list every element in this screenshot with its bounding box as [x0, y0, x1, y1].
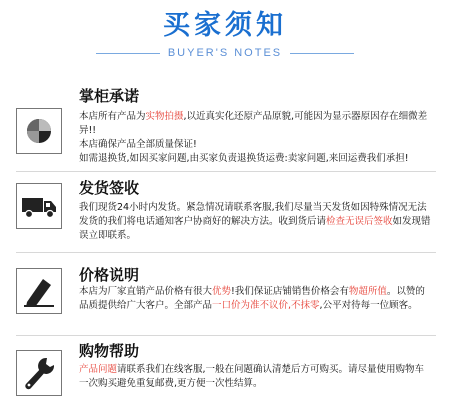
body-text: !我们保证店铺销售价格会有 — [231, 286, 349, 297]
section-body — [79, 285, 431, 313]
section-divider — [16, 171, 436, 172]
body-text: 本店所有产品为 — [79, 111, 146, 122]
highlight-text: 物超所值 — [348, 286, 387, 297]
section-title: 价格说明 — [79, 266, 140, 284]
body-paragraph — [79, 138, 431, 152]
body-paragraph — [79, 201, 431, 243]
highlight-text: 一口价为准不议价,不抹零 — [212, 300, 320, 311]
page-subtitle: BUYER'S NOTES — [167, 47, 283, 59]
subtitle-row — [0, 46, 450, 60]
page-header — [0, 0, 450, 72]
body-text: 如需退换货,如因买家问题,由买家负责退换货运费:卖家问题,来回运费我们承担! — [79, 153, 409, 164]
body-paragraph — [79, 363, 431, 391]
body-text: 本店为厂家直销产品价格有很大 — [79, 286, 213, 297]
page-title: 买家须知 — [163, 10, 287, 41]
body-paragraph — [79, 152, 431, 166]
highlight-text: 优势 — [212, 286, 232, 297]
body-text: 如发现错误立即联系。 — [79, 216, 431, 241]
section-body — [79, 363, 431, 391]
wrench-tool-icon — [16, 350, 62, 396]
body-text: 本店确保产品全部质量保证! — [79, 139, 197, 150]
body-text: 请联系我们在线客服,一般在问题确认清楚后方可购买。请尽量使用购物车一次购买避免重复邮费,更方便一次性结算。 — [79, 364, 425, 389]
section-divider — [16, 335, 436, 336]
body-text: ,以近真实化还原产品原貌,可能因为显示器原因存在细微差异!! — [79, 111, 428, 136]
highlight-text: 实物拍摄 — [145, 111, 184, 122]
section-body — [79, 110, 431, 166]
section-title: 发货签收 — [79, 179, 140, 197]
section-body — [79, 201, 431, 243]
body-text: 。以赞的品质提供给广大客户。全部产品 — [79, 286, 425, 311]
body-text: ,公平对待每一位顾客。 — [319, 300, 418, 311]
subtitle-right-line — [290, 53, 354, 54]
price-tag-icon — [16, 268, 62, 314]
body-paragraph — [79, 110, 431, 138]
highlight-text: 产品问题 — [79, 364, 118, 375]
section-title: 掌柜承诺 — [79, 87, 140, 105]
subtitle-left-line — [96, 53, 160, 54]
body-text: 我们现货24小时内发货。紧急情况请联系客服,我们尽量当天发货如因特殊情况无法发货的我们将电话通知客户协商好的解决方法。收到货后请 — [79, 202, 427, 227]
color-wheel-icon — [16, 108, 62, 154]
section-title: 购物帮助 — [79, 342, 140, 360]
highlight-text: 检查无误后签收 — [326, 216, 393, 227]
delivery-truck-icon — [16, 183, 62, 229]
body-paragraph — [79, 285, 431, 313]
section-divider — [16, 252, 436, 253]
